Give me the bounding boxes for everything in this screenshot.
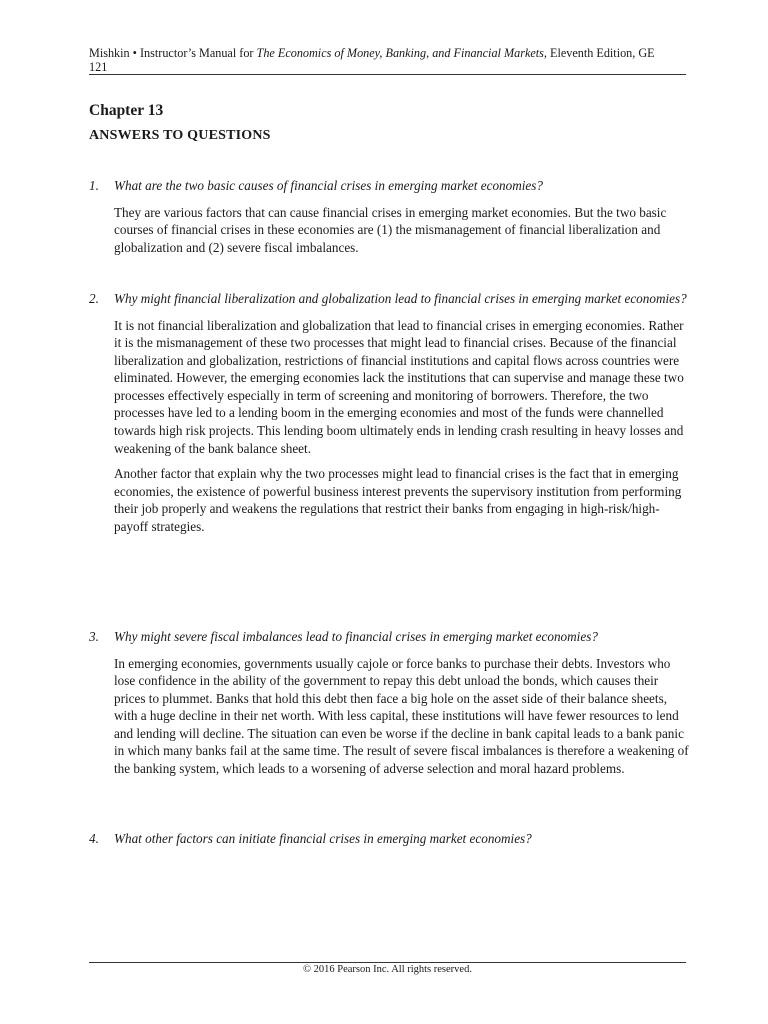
copyright-footer: © 2016 Pearson Inc. All rights reserved. — [303, 964, 472, 975]
question-block-2 — [89, 291, 689, 536]
question-number: 4. — [89, 831, 99, 846]
header-divider — [89, 74, 686, 75]
question-text: Why might severe fiscal imbalances lead to financial crises in emerging market economies? — [114, 629, 598, 644]
question-block-4 — [89, 831, 689, 848]
answer-3 — [114, 655, 689, 778]
answer-paragraph: In emerging economies, governments usually cajole or force banks to purchase their debts. Investors who lose confidence in the ability of the government to repay this debt unload the bonds, which causes their prices to plummet. Banks that hold this debt then face a big hole on the asset side of their balance sheets, with a huge decline in their net worth. With less capital, these institutions will have fewer resources to lend and lending will decline. The situation can even be worse if the decline in bank capital leads to a bank panic in which many banks fail at the same time. The result of severe fiscal imbalances is therefore a weakening of the banking system, which leads to a worsening of adverse selection and moral hazard problems. — [114, 655, 689, 777]
question-1 — [89, 178, 689, 195]
answer-paragraph: They are various factors that can cause financial crises in emerging market economies. But the two basic courses of financial crises in these economies are (1) the mismanagement of financial liberalization and globalization and (2) severe fiscal imbalances. — [114, 204, 667, 255]
answer-1 — [114, 204, 689, 257]
section-heading: ANSWERS TO QUESTIONS — [89, 128, 271, 143]
question-number: 1. — [89, 178, 99, 193]
footer-divider — [89, 962, 686, 963]
header-line — [89, 46, 689, 60]
question-number: 2. — [89, 291, 99, 306]
question-4 — [89, 831, 689, 848]
header-edition: Eleventh Edition, GE — [546, 46, 655, 60]
running-header — [89, 46, 689, 74]
question-number: 3. — [89, 629, 99, 644]
answer-paragraph: Another factor that explain why the two processes might lead to financial crises is the fact that in emerging economies, the existence of powerful business interest prevents the supervisory institution from performing their job properly and weakens the regulations that restrict their banks from engaging in high-risk/high-payoff strategies. — [114, 466, 682, 535]
question-block-3 — [89, 629, 689, 778]
chapter-title: Chapter 13 — [89, 102, 164, 119]
question-2 — [89, 291, 689, 308]
answer-paragraph: It is not financial liberalization and globalization that lead to financial crises in emerging economies. Rather it is the mismanagement of these two processes that might lead to financial crises. Because of the financial liberalization and globalization, restrictions of financial institutions and capital flows across countries were eliminated. However, the emerging economies lack the institutions that can supervise and manage these two processes effectively especially in term of screening and monitoring of borrowers. Therefore, the two processes have led to a lending boom in the emerging economies and most of the funds were channelled towards high risk projects. This lending boom ultimately ends in lending crash resulting in heavy losses and weakening of the bank balance sheet. — [114, 317, 684, 456]
answer-2 — [114, 317, 689, 536]
header-prefix: Mishkin • Instructor’s Manual for — [89, 46, 257, 60]
question-3 — [89, 629, 689, 646]
header-page-number: 121 — [89, 60, 108, 74]
header-book-title: The Economics of Money, Banking, and Financial Markets, — [256, 46, 547, 60]
question-text: What are the two basic causes of financial crises in emerging market economies? — [114, 178, 544, 193]
question-text: Why might financial liberalization and globalization lead to financial crises in emerging market economies? — [114, 291, 687, 306]
question-block-1 — [89, 178, 689, 256]
question-text: What other factors can initiate financial crises in emerging market economies? — [114, 831, 532, 846]
